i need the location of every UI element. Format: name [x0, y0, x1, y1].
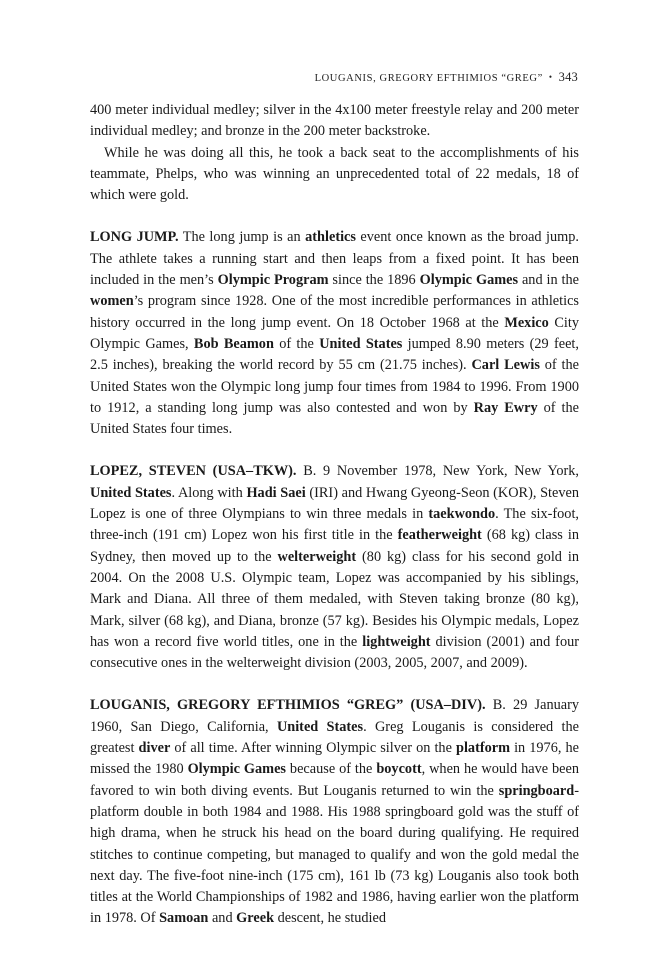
bold-term: Bob Beamon — [193, 335, 274, 352]
bold-term: springboard — [498, 782, 575, 799]
bold-term: Ray Ewry — [473, 399, 538, 416]
bold-term: LONG JUMP. — [90, 229, 179, 246]
text-run: jumped 8.90 meters (29 feet, 2.5 inches), breaking the world record by 55 cm (21.75 inches). — [90, 335, 579, 374]
text-run: . Along with — [171, 484, 247, 501]
running-head-title: LOUGANIS, GREGORY EFTHIMIOS “GREG” — [314, 73, 543, 84]
bold-term: Carl Lewis — [471, 357, 540, 374]
text-run: (68 kg) class in Sydney, then moved up to the — [90, 527, 579, 565]
text-run: in 1976, he missed the 1980 — [90, 740, 579, 778]
bullet-separator: • — [548, 72, 553, 82]
text-run: -platform double in both 1984 and 1988. His 1988 springboard gold was the stuff of high drama, when he struck his head on the board during qualifying. He required stitches to continue competing, but managed to qualify and won the gold medal the next day. The five-foot nine-inch (175 cm), 161 lb (73 kg) Louganis also took both titles at the World Championships of 1982 and 1986, having earlier won the platform in 1978. Of — [90, 782, 579, 927]
text-run: (IRI) and Hwang Gyeong-Seon (KOR), Steven Lopez is one of three Olympians to win three medals in — [90, 484, 580, 523]
page-number: 343 — [558, 70, 578, 84]
bold-term: Greek — [236, 910, 275, 927]
text-run: event once known as the broad jump. The athlete takes a running start and then leaps from a fixed point. It has been included in the men’s — [90, 229, 579, 289]
text-run: of the United States four times. — [90, 399, 579, 438]
text-run: and in the — [518, 272, 580, 289]
text-run: division (2001) and four consecutive ones in the welterweight division (2003, 2005, 2007, and 2009). — [90, 633, 579, 672]
bold-term: Mexico — [504, 314, 549, 331]
entry-louganis — [90, 695, 579, 929]
text-run: City Olympic Games, — [90, 314, 580, 352]
entry-long-jump — [90, 227, 579, 440]
text-run: descent, he studied — [274, 910, 386, 927]
bold-term: boycott — [376, 761, 422, 778]
bold-term: platform — [456, 740, 510, 757]
bold-term: athletics — [305, 229, 356, 246]
bold-term: Olympic Program — [217, 272, 329, 289]
text-run: . The six-foot, three-inch (191 cm) Lopez won his first title in the — [90, 506, 579, 544]
bold-term: United States — [90, 484, 172, 501]
text-run: since the 1896 — [328, 272, 420, 289]
bold-term: LOUGANIS, GREGORY EFTHIMIOS “GREG” (USA–DIV). — [90, 697, 486, 714]
bold-term: featherweight — [397, 527, 482, 544]
bold-term: Olympic Games — [419, 272, 519, 289]
text-run: While he was doing all this, he took a back seat to the accomplishments of his teammate, Phelps, who was winning an unprecedented total of 22 medals, 18 of which were gold. — [90, 144, 579, 204]
bold-term: LOPEZ, STEVEN (USA–TKW). — [90, 463, 297, 480]
bold-term: United States — [319, 335, 403, 352]
bold-term: Olympic Games — [187, 761, 286, 778]
text-run: (80 kg) class for his second gold in 2004. On the 2008 U.S. Olympic team, Lopez was accompanied by his siblings, Mark and Diana. All three of them medaled, with Steven taking bronze (80 kg), Mark, silver (68 kg), and Diana, bronze (57 kg). Besides his Olympic medals, Lopez has won a record five world titles, one in the — [90, 548, 579, 650]
text-run: B. 29 January 1960, San Diego, California, — [90, 697, 579, 735]
page-body — [90, 100, 579, 930]
paragraph-continuation-2 — [90, 143, 579, 207]
entry-lopez-steven — [90, 461, 579, 674]
running-head — [90, 70, 578, 85]
bold-term: diver — [138, 740, 171, 757]
text-run: of the United States won the Olympic long jump four times from 1984 to 1996. From 1900 to 1912, a standing long jump was also contested and won by — [90, 357, 580, 416]
bold-term: United States — [276, 718, 364, 735]
text-run: The long jump is an — [178, 229, 306, 246]
text-run: B. 9 November 1978, New York, New York, — [296, 463, 579, 480]
bold-term: Samoan — [159, 910, 209, 927]
text-run: 400 meter individual medley; silver in the 4x100 meter freestyle relay and 200 meter individual medley; and bronze in the 200 meter backstroke. — [90, 102, 579, 140]
text-run: , when he would have been favored to win both diving events. But Louganis returned to win the — [90, 761, 579, 799]
bold-term: welterweight — [277, 548, 357, 565]
text-run: ’s program since 1928. One of the most incredible performances in athletics history occurred in the long jump event. On 18 October 1968 at the — [90, 293, 579, 331]
text-run: because of the — [286, 761, 377, 778]
bold-term: women — [90, 293, 134, 310]
text-run: and — [208, 910, 237, 927]
bold-term: lightweight — [362, 633, 431, 650]
text-run: of the — [273, 335, 320, 352]
bold-term: taekwondo — [428, 506, 496, 523]
text-run: . Greg Louganis is considered the greatest — [90, 718, 579, 757]
text-run: of all time. After winning Olympic silver on the — [170, 740, 456, 757]
bold-term: Hadi Saei — [246, 484, 306, 501]
paragraph-continuation — [90, 100, 579, 143]
